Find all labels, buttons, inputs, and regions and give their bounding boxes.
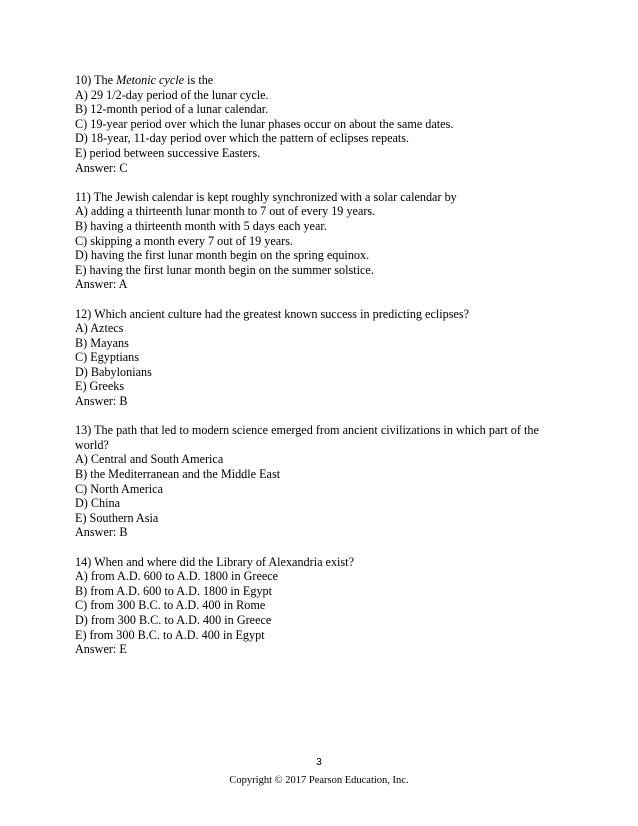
option-b: B) from A.D. 600 to A.D. 1800 in Egypt — [75, 583, 273, 598]
option-e: E) Greeks — [75, 379, 125, 394]
answer: Answer: A — [75, 277, 128, 292]
question-stem: 11) The Jewish calendar is kept roughly synchronized with a solar calendar by — [75, 189, 457, 204]
option-a: A) 29 1/2-day period of the lunar cycle. — [75, 87, 269, 102]
option-b: B) 12-month period of a lunar calendar. — [75, 102, 269, 117]
option-a: A) Central and South America — [75, 452, 224, 467]
option-b: B) having a thirteenth month with 5 days each year. — [75, 218, 327, 233]
question-10 — [75, 73, 575, 175]
option-c: C) 19-year period over which the lunar phases occur on about the same dates. — [75, 116, 454, 131]
question-12 — [75, 307, 575, 409]
question-stem: 13) The path that led to modern science emerged from ancient civilizations in which part of the world? — [75, 423, 539, 452]
stem-text: is the — [184, 73, 214, 87]
question-14 — [75, 555, 575, 657]
page-number: 3 — [316, 757, 322, 768]
option-d: D) from 300 B.C. to A.D. 400 in Greece — [75, 612, 272, 627]
option-a: A) Aztecs — [75, 321, 124, 336]
option-a: A) adding a thirteenth lunar month to 7 out of every 19 years. — [75, 204, 376, 219]
copyright-notice: Copyright © 2017 Pearson Education, Inc. — [229, 775, 409, 786]
option-e: E) having the first lunar month begin on the summer solstice. — [75, 262, 374, 277]
option-a: A) from A.D. 600 to A.D. 1800 in Greece — [75, 569, 279, 584]
question-list — [75, 73, 575, 671]
answer: Answer: E — [75, 642, 127, 657]
question-stem — [75, 73, 575, 88]
option-e: E) Southern Asia — [75, 510, 159, 525]
answer: Answer: B — [75, 394, 128, 409]
option-b: B) the Mediterranean and the Middle East — [75, 467, 281, 482]
option-d: D) Babylonians — [75, 364, 152, 379]
question-13 — [75, 423, 575, 540]
question-stem: 12) Which ancient culture had the greatest known success in predicting eclipses? — [75, 306, 470, 321]
option-c: C) North America — [75, 481, 163, 496]
option-e: E) from 300 B.C. to A.D. 400 in Egypt — [75, 627, 265, 642]
stem-term: Metonic cycle — [116, 73, 185, 87]
option-d: D) China — [75, 496, 121, 511]
question-stem: 14) When and where did the Library of Alexandria exist? — [75, 554, 354, 569]
question-11 — [75, 190, 575, 292]
option-d: D) 18-year, 11-day period over which the pattern of eclipses repeats. — [75, 131, 410, 146]
option-d: D) having the first lunar month begin on the spring equinox. — [75, 248, 370, 263]
option-c: C) skipping a month every 7 out of 19 years. — [75, 233, 293, 248]
stem-text: 10) The — [75, 73, 117, 87]
option-c: C) from 300 B.C. to A.D. 400 in Rome — [75, 598, 266, 613]
option-c: C) Egyptians — [75, 350, 139, 365]
answer: Answer: B — [75, 525, 128, 540]
option-b: B) Mayans — [75, 335, 129, 350]
answer: Answer: C — [75, 160, 128, 175]
option-e: E) period between successive Easters. — [75, 145, 261, 160]
